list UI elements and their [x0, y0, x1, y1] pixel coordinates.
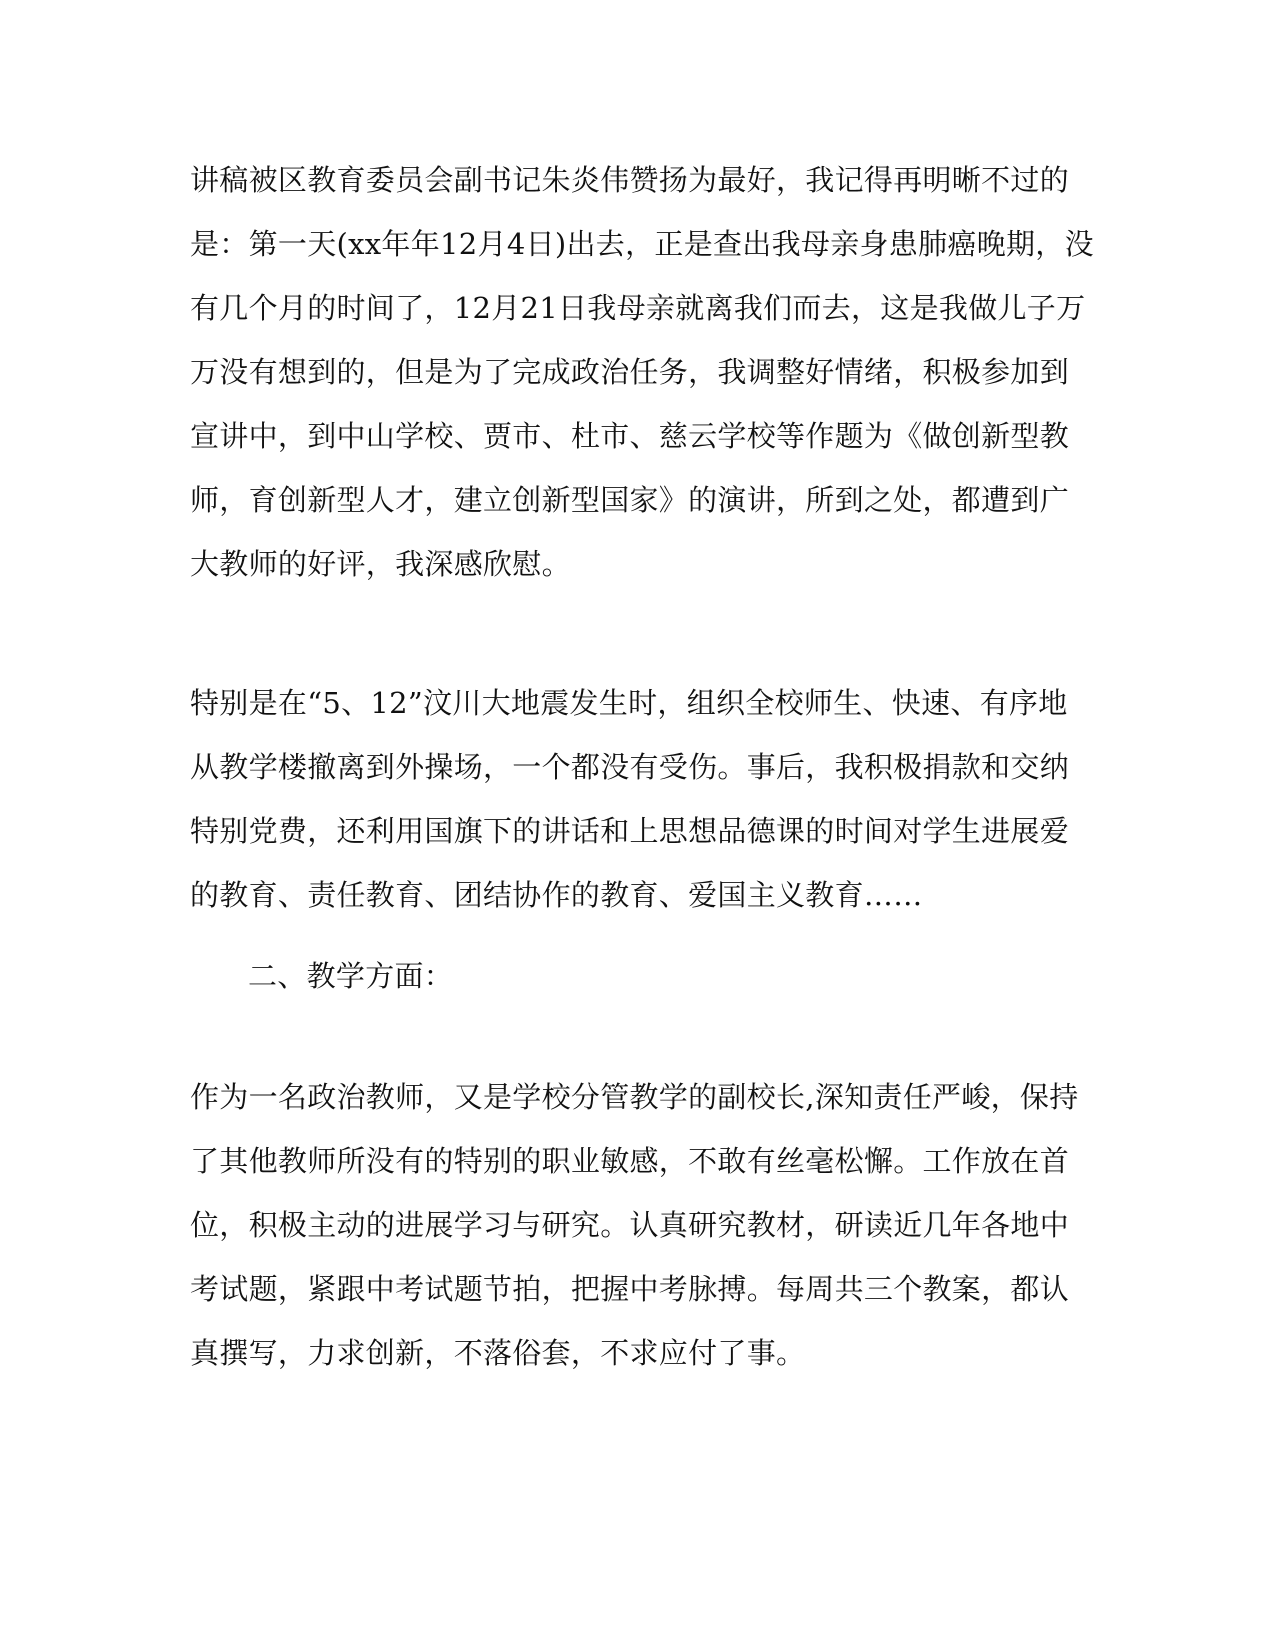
- paragraph-2: [190, 671, 1090, 927]
- text-line: 宣讲中，到中山学校、贾市、杜市、慈云学校等作题为《做创新型教: [190, 419, 1070, 453]
- text-line: 特别是在“5、12”汶川大地震发生时，组织全校师生、快速、有序地: [190, 686, 1068, 720]
- paragraph-3: [190, 1065, 1090, 1385]
- paragraph-1: [190, 148, 1094, 596]
- text-line: 万没有想到的，但是为了完成政治任务，我调整好情绪，积极参加到: [190, 355, 1070, 389]
- text-line: 的教育、责任教育、团结协作的教育、爱国主义教育……: [190, 878, 923, 912]
- text-line: 从教学楼撤离到外操场，一个都没有受伤。事后，我积极捐款和交纳: [190, 750, 1070, 784]
- text-line: 是：第一天(xx年年12月4日)出去，正是查出我母亲身患肺癌晚期，没: [190, 227, 1094, 261]
- text-line: 真撰写，力求创新，不落俗套，不求应付了事。: [190, 1336, 806, 1370]
- text-line: 特别党费，还利用国旗下的讲话和上思想品德课的时间对学生进展爱: [190, 814, 1070, 848]
- text-line: 考试题，紧跟中考试题节拍，把握中考脉搏。每周共三个教案，都认: [190, 1272, 1070, 1306]
- text-line: 了其他教师所没有的特别的职业敏感，不敢有丝毫松懈。工作放在首: [190, 1144, 1070, 1178]
- text-line: 作为一名政治教师，又是学校分管教学的副校长,深知责任严峻，保持: [190, 1080, 1079, 1114]
- text-line: 大教师的好评，我深感欣慰。: [190, 547, 571, 581]
- section-heading: 二、教学方面：: [248, 959, 454, 993]
- text-line: 讲稿被区教育委员会副书记朱炎伟赞扬为最好，我记得再明晰不过的: [190, 163, 1070, 197]
- text-line: 位，积极主动的进展学习与研究。认真研究教材，研读近几年各地中: [190, 1208, 1070, 1242]
- text-line: 有几个月的时间了，12月21日我母亲就离我们而去，这是我做儿子万: [190, 291, 1086, 325]
- text-line: 师，育创新型人才，建立创新型国家》的演讲，所到之处，都遭到广: [190, 483, 1070, 517]
